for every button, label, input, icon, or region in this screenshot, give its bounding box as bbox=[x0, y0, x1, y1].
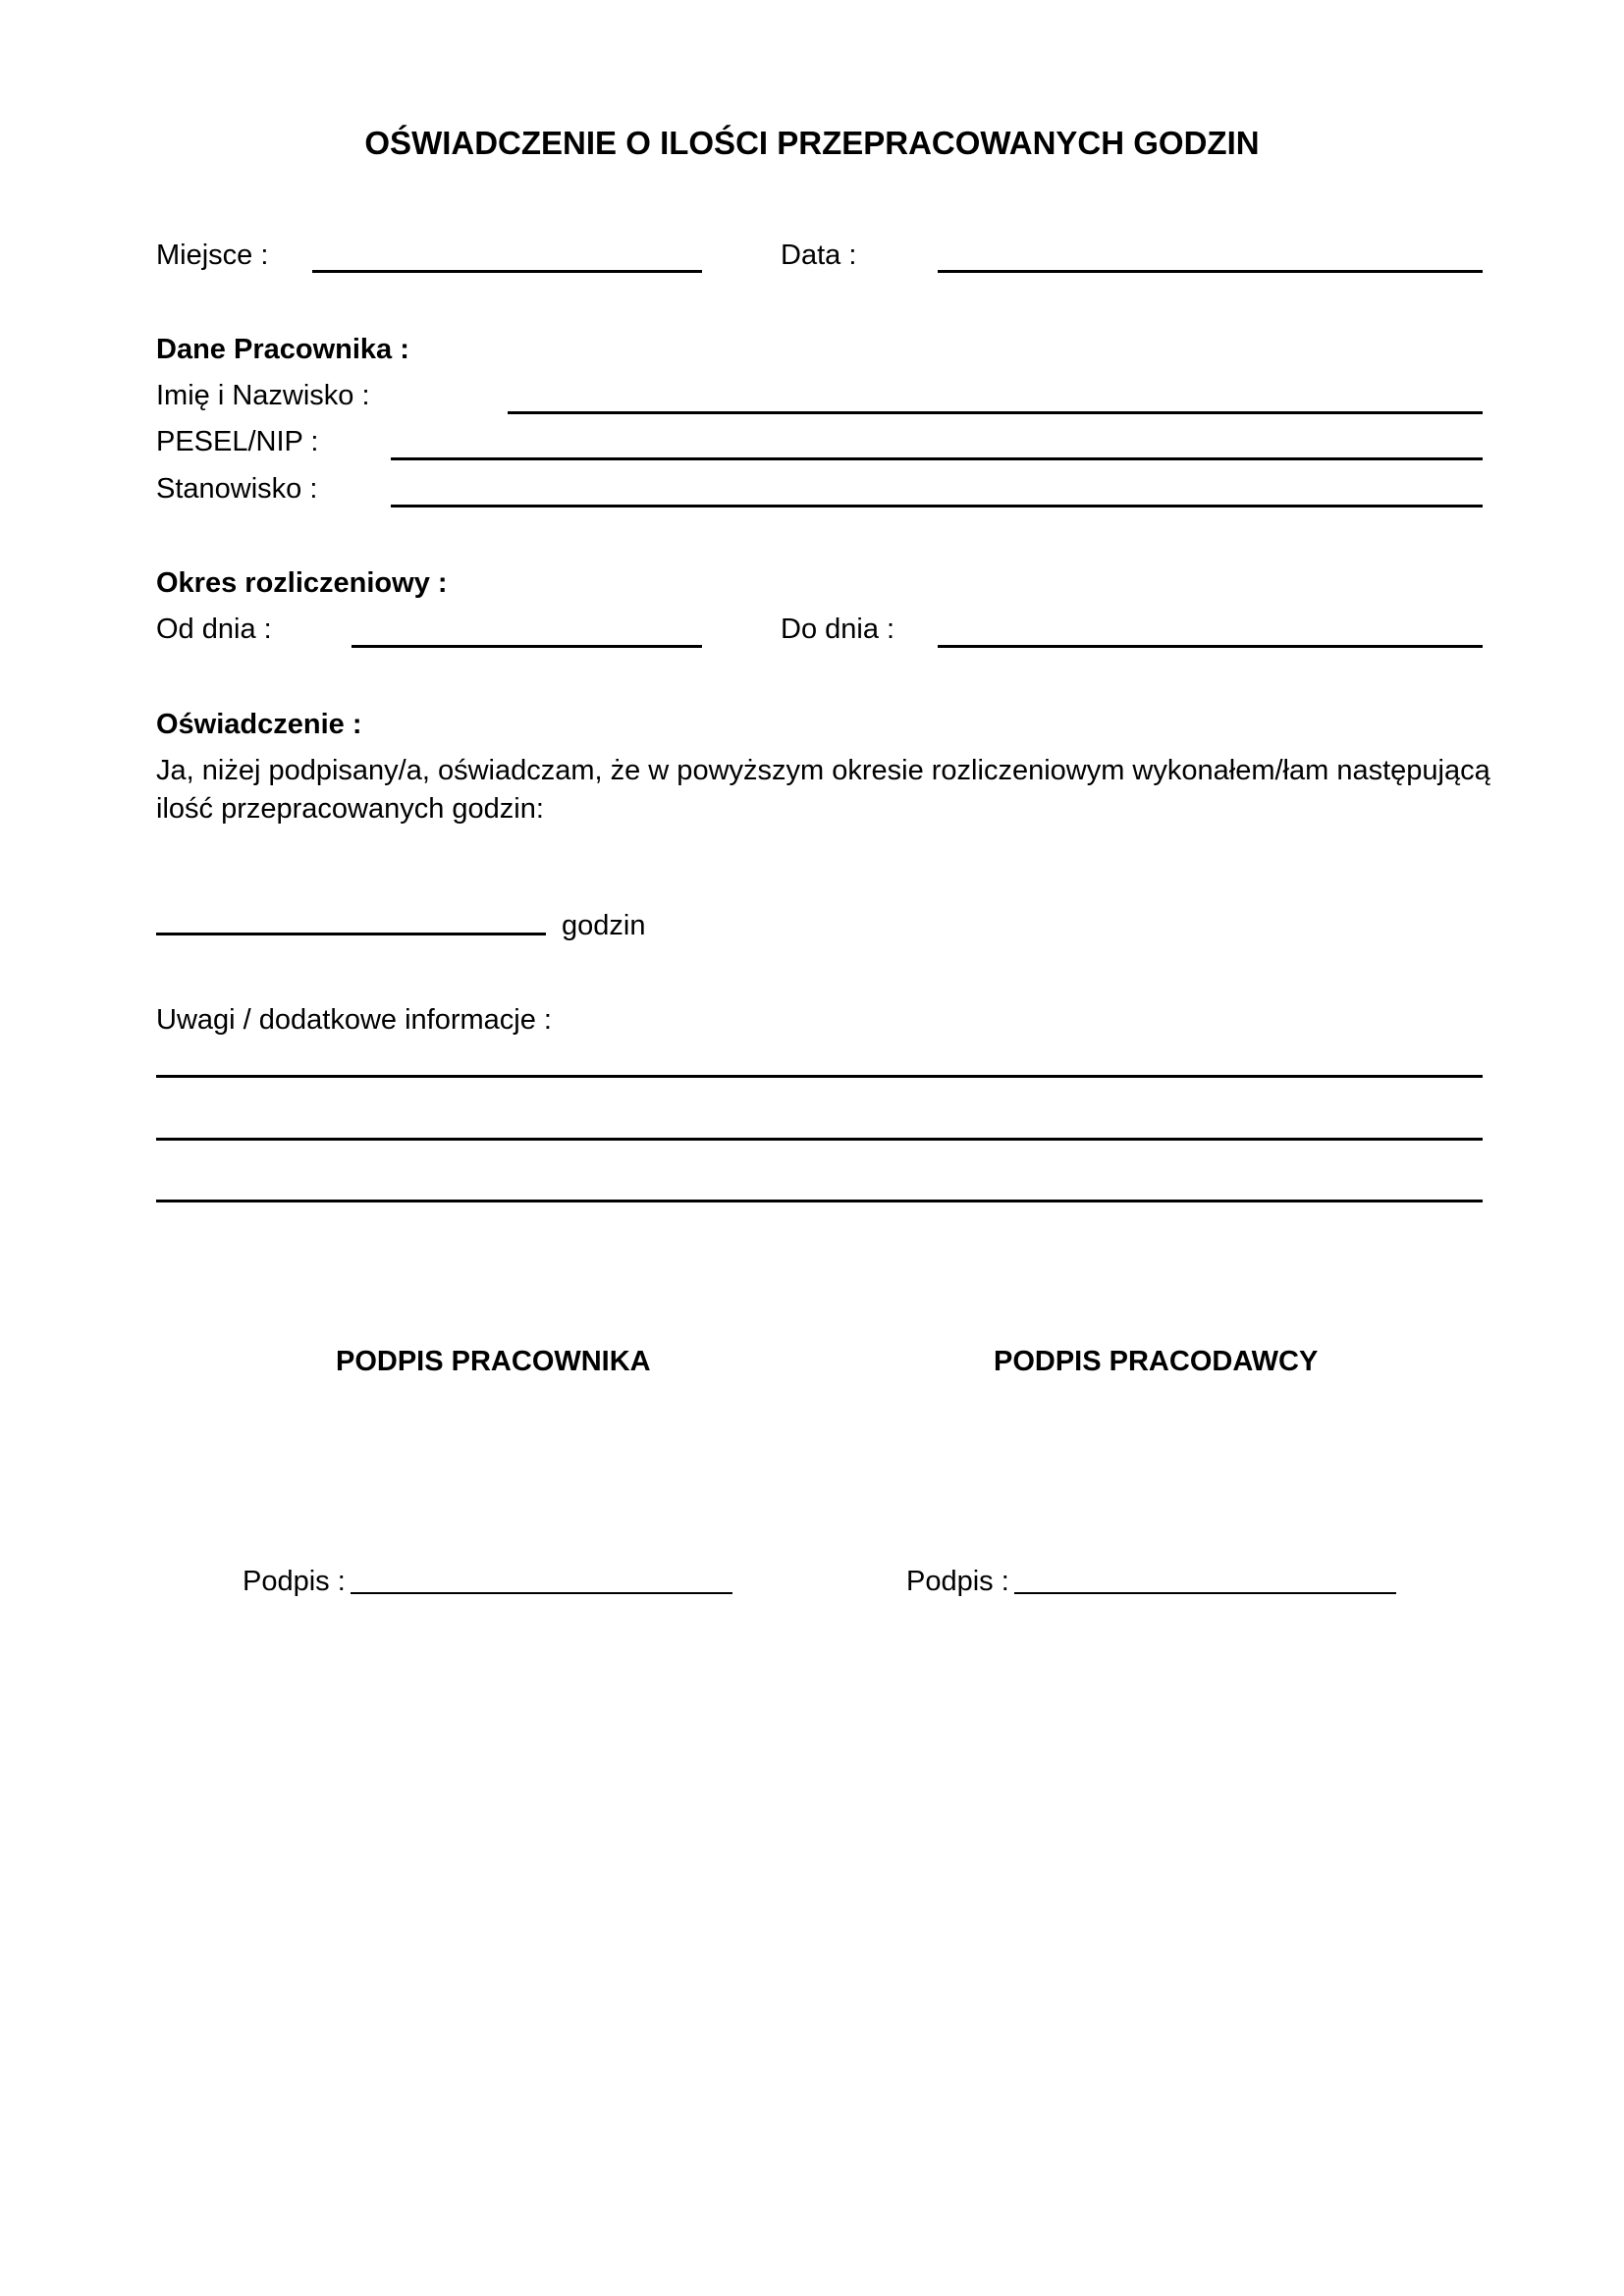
from-date-field[interactable] bbox=[352, 645, 702, 648]
employee-sign-label: Podpis : bbox=[243, 1566, 346, 1597]
hours-unit-label: godzin bbox=[562, 910, 646, 941]
name-field[interactable] bbox=[508, 411, 1483, 414]
document-title: OŚWIADCZENIE O ILOŚCI PRZEPRACOWANYCH GODZIN bbox=[364, 125, 1260, 161]
pesel-field[interactable] bbox=[391, 457, 1483, 460]
from-date-label: Od dnia : bbox=[156, 614, 272, 645]
place-field[interactable] bbox=[312, 270, 702, 273]
date-field[interactable] bbox=[938, 270, 1483, 273]
period-heading: Okres rozliczeniowy : bbox=[156, 567, 448, 599]
pesel-label: PESEL/NIP : bbox=[156, 426, 319, 457]
notes-line-2[interactable] bbox=[156, 1138, 1483, 1141]
date-label: Data : bbox=[781, 240, 857, 271]
place-label: Miejsce : bbox=[156, 240, 269, 271]
hours-field[interactable] bbox=[156, 933, 546, 935]
name-label: Imię i Nazwisko : bbox=[156, 380, 370, 411]
employee-signature-field[interactable] bbox=[351, 1592, 732, 1594]
employer-signature-field[interactable] bbox=[1014, 1592, 1396, 1594]
position-label: Stanowisko : bbox=[156, 473, 318, 505]
statement-text: Ja, niżej podpisany/a, oświadczam, że w powyższym okresie rozliczeniowym wykonałem/łam następującą ilość przepracowanych godzin: bbox=[156, 755, 1490, 825]
to-date-field[interactable] bbox=[938, 645, 1483, 648]
employee-heading: Dane Pracownika : bbox=[156, 334, 409, 365]
to-date-label: Do dnia : bbox=[781, 614, 895, 645]
employee-signature-heading: PODPIS PRACOWNIKA bbox=[336, 1346, 651, 1377]
employer-signature-heading: PODPIS PRACODAWCY bbox=[994, 1346, 1319, 1377]
notes-label: Uwagi / dodatkowe informacje : bbox=[156, 1004, 552, 1036]
statement-heading: Oświadczenie : bbox=[156, 709, 362, 740]
employer-sign-label: Podpis : bbox=[906, 1566, 1009, 1597]
notes-line-1[interactable] bbox=[156, 1075, 1483, 1078]
notes-line-3[interactable] bbox=[156, 1200, 1483, 1202]
position-field[interactable] bbox=[391, 505, 1483, 507]
